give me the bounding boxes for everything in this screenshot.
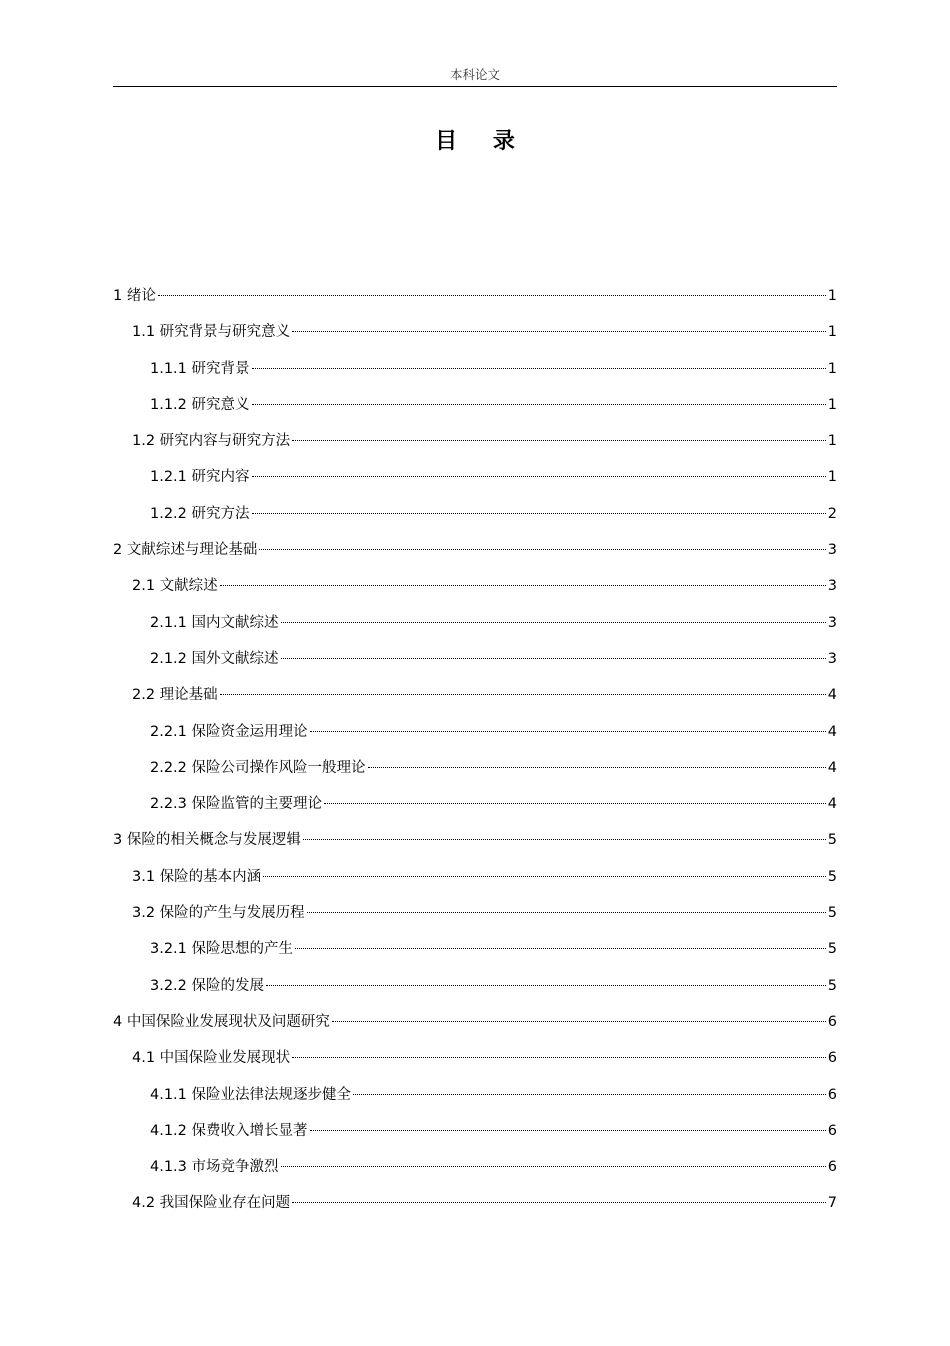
toc-entry-title: 1.1.1 研究背景 <box>150 360 250 377</box>
toc-entry-title: 3 保险的相关概念与发展逻辑 <box>113 832 301 849</box>
toc-page-number: 5 <box>827 832 837 849</box>
toc-entry-title: 1 绪论 <box>113 288 156 304</box>
toc-page-number: 3 <box>827 542 837 559</box>
toc-page-number: 6 <box>827 1122 837 1139</box>
toc-dot-leader <box>252 513 826 514</box>
toc-page-number: 4 <box>827 796 837 813</box>
toc-page-number: 3 <box>827 614 837 631</box>
toc-entry-title: 1.1.2 研究意义 <box>150 396 250 413</box>
toc-page-number: 5 <box>827 977 837 994</box>
toc-entry-title: 4.1.2 保费收入增长显著 <box>150 1122 308 1139</box>
toc-dot-leader <box>310 731 826 732</box>
toc-dot-leader <box>220 585 826 586</box>
toc-entry-title: 2.1 文献综述 <box>132 578 218 595</box>
toc-page-number: 7 <box>827 1195 837 1212</box>
toc-entry-title: 4.2 我国保险业存在问题 <box>132 1195 291 1212</box>
running-header: 本科论文 <box>449 67 500 82</box>
toc-page-number: 6 <box>827 1086 837 1103</box>
toc-entry[interactable] <box>113 1010 837 1046</box>
toc-entry[interactable] <box>113 865 837 901</box>
toc-page-number: 4 <box>827 759 837 776</box>
toc-entry-title: 2.2.3 保险监管的主要理论 <box>150 796 323 813</box>
toc-entry-title: 4 中国保险业发展现状及问题研究 <box>113 1013 330 1030</box>
toc-dot-leader <box>292 1057 826 1058</box>
toc-entry[interactable] <box>113 937 837 973</box>
toc-entry-title: 2.2.2 保险公司操作风险一般理论 <box>150 759 366 776</box>
toc-entry[interactable] <box>113 1083 837 1119</box>
toc-dot-leader <box>263 876 826 877</box>
toc-entry-title: 4.1.3 市场竞争激烈 <box>150 1159 279 1176</box>
table-of-contents <box>113 284 837 1228</box>
toc-entry[interactable] <box>113 357 837 393</box>
toc-dot-leader <box>266 985 826 986</box>
toc-dot-leader <box>292 1202 826 1203</box>
toc-entry[interactable] <box>113 974 837 1010</box>
toc-page-number: 6 <box>827 1159 837 1176</box>
toc-dot-leader <box>252 404 826 405</box>
toc-page-number: 1 <box>827 288 837 304</box>
toc-entry[interactable] <box>113 611 837 647</box>
toc-page-number: 1 <box>827 469 837 486</box>
toc-dot-leader <box>158 295 826 296</box>
toc-entry[interactable] <box>113 828 837 864</box>
toc-entry[interactable] <box>113 1046 837 1082</box>
toc-entry[interactable] <box>113 756 837 792</box>
toc-entry-title: 1.1 研究背景与研究意义 <box>132 324 291 341</box>
toc-dot-leader <box>332 1021 826 1022</box>
toc-entry[interactable] <box>113 1119 837 1155</box>
toc-entry-title: 3.2 保险的产生与发展历程 <box>132 905 305 922</box>
toc-entry[interactable] <box>113 574 837 610</box>
toc-dot-leader <box>220 694 826 695</box>
toc-dot-leader <box>252 368 826 369</box>
toc-page-number: 4 <box>827 687 837 704</box>
toc-dot-leader <box>259 549 825 550</box>
toc-page-number: 5 <box>827 905 837 922</box>
toc-dot-leader <box>292 440 826 441</box>
toc-entry-title: 2.2 理论基础 <box>132 687 218 704</box>
toc-entry-title: 4.1 中国保险业发展现状 <box>132 1050 291 1067</box>
toc-entry[interactable] <box>113 393 837 429</box>
toc-entry[interactable] <box>113 1191 837 1227</box>
toc-entry[interactable] <box>113 901 837 937</box>
toc-page-number: 6 <box>827 1050 837 1067</box>
toc-entry[interactable] <box>113 502 837 538</box>
toc-page-number: 6 <box>827 1013 837 1030</box>
toc-entry-title: 1.2 研究内容与研究方法 <box>132 433 291 450</box>
toc-entry-title: 3.2.1 保险思想的产生 <box>150 941 294 958</box>
toc-page-number: 2 <box>827 505 837 522</box>
toc-entry[interactable] <box>113 284 837 320</box>
toc-entry[interactable] <box>113 647 837 683</box>
header-rule <box>113 86 837 87</box>
toc-entry-title: 4.1.1 保险业法律法规逐步健全 <box>150 1086 352 1103</box>
toc-entry-title: 2.1.1 国内文献综述 <box>150 614 279 631</box>
toc-page-number: 3 <box>827 578 837 595</box>
toc-entry-title: 2 文献综述与理论基础 <box>113 542 258 559</box>
toc-dot-leader <box>281 622 826 623</box>
toc-page-number: 4 <box>827 723 837 740</box>
toc-page-number: 1 <box>827 324 837 341</box>
toc-page-number: 5 <box>827 868 837 885</box>
toc-entry[interactable] <box>113 720 837 756</box>
toc-entry-title: 2.2.1 保险资金运用理论 <box>150 723 308 740</box>
toc-page-number: 3 <box>827 650 837 667</box>
toc-dot-leader <box>252 476 826 477</box>
toc-entry-title: 2.1.2 国外文献综述 <box>150 650 279 667</box>
toc-entry-title: 1.2.1 研究内容 <box>150 469 250 486</box>
toc-page-number: 5 <box>827 941 837 958</box>
toc-dot-leader <box>281 658 826 659</box>
toc-page-number: 1 <box>827 433 837 450</box>
toc-dot-leader <box>292 331 826 332</box>
toc-dot-leader <box>281 1166 826 1167</box>
toc-dot-leader <box>307 912 826 913</box>
toc-dot-leader <box>310 1130 826 1131</box>
toc-entry[interactable] <box>113 320 837 356</box>
toc-entry[interactable] <box>113 538 837 574</box>
toc-entry-title: 3.2.2 保险的发展 <box>150 977 265 994</box>
toc-entry[interactable] <box>113 1155 837 1191</box>
toc-page-number: 1 <box>827 360 837 377</box>
toc-entry-title: 1.2.2 研究方法 <box>150 505 250 522</box>
toc-dot-leader <box>303 839 826 840</box>
toc-dot-leader <box>353 1094 826 1095</box>
toc-entry[interactable] <box>113 792 837 828</box>
toc-page-number: 1 <box>827 396 837 413</box>
toc-entry-title: 3.1 保险的基本内涵 <box>132 868 262 885</box>
page-title: 目 录 <box>435 129 529 154</box>
toc-entry[interactable] <box>113 465 837 501</box>
toc-dot-leader <box>324 803 826 804</box>
toc-entry[interactable] <box>113 429 837 465</box>
toc-dot-leader <box>368 767 826 768</box>
toc-dot-leader <box>295 948 826 949</box>
toc-entry[interactable] <box>113 683 837 719</box>
